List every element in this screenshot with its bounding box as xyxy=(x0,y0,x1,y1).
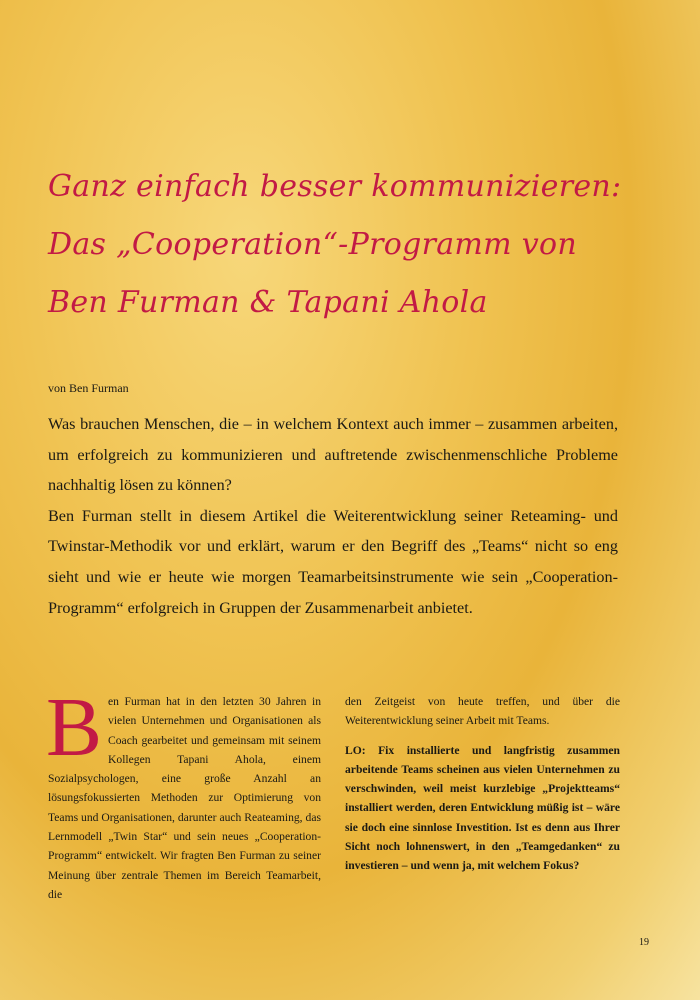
headline-line: Ganz einfach besser kommunizieren: xyxy=(48,169,622,204)
headline-line: Ben Furman & Tapani Ahola xyxy=(48,285,488,320)
author-byline: von Ben Furman xyxy=(48,381,129,395)
interview-question: LO: Fix installierte und langfristig zusammen arbeitende Teams scheinen aus vielen Unternehmen zu verschwinden, weil meist kurzlebige „Projektteams“ installiert werden, deren Entwicklung müßig ist – wäre sie doch eine sinnlose Investition. Ist es denn aus Ihrer Sicht noch lohnenswert, in den „Teamgedanken“ zu investieren – und wenn ja, mit welchem Fokus? xyxy=(345,743,620,873)
body-text: en Furman hat in den letzten 30 Jahren in vielen Unternehmen und Organisationen als Coach gearbeitet und gemeinsam mit seinem Kollegen Tapani Ahola, einem Sozialpsychologen, eine große Anzahl an lösungsfokussierten Methoden zur Optimierung von Teams und Organisationen, darunter auch Reateaming, das Lernmodell „Twin Star“ und sein neues „Cooperation-Programm“ entwickelt. Wir fragten Ben Furman zu seiner Meinung über zentrale Themen im Bereich Teamarbeit, die xyxy=(48,695,321,901)
article-column-right xyxy=(345,692,620,886)
intro-paragraph: Ben Furman stellt in diesem Artikel die Weiterentwicklung seiner Reteaming- und Twinstar-Methodik vor und erklärt, warum er den Begriff des „Teams“ nicht so eng sieht und wie er heute wie morgen Teamarbeitsinstrumente wie sein „Cooperation-Programm“ erfolgreich in Gruppen der Zusammenarbeit anbietet. xyxy=(48,506,618,617)
headline-line: Das „Cooperation“-Programm von xyxy=(48,227,577,262)
article-intro xyxy=(48,409,618,623)
drop-cap: B xyxy=(46,681,103,774)
article-headline xyxy=(48,158,678,332)
body-text: den Zeitgeist von heute treffen, und über die Weiterentwicklung seiner Arbeit mit Teams. xyxy=(345,695,620,728)
intro-paragraph: Was brauchen Menschen, die – in welchem Kontext auch immer – zusammen arbeiten, um erfolgreich zu kommunizieren und auftretende zwischenmenschliche Probleme nachhaltig lösen zu können? xyxy=(48,415,618,495)
page-number: 19 xyxy=(639,937,649,948)
article-column-left xyxy=(46,681,321,904)
